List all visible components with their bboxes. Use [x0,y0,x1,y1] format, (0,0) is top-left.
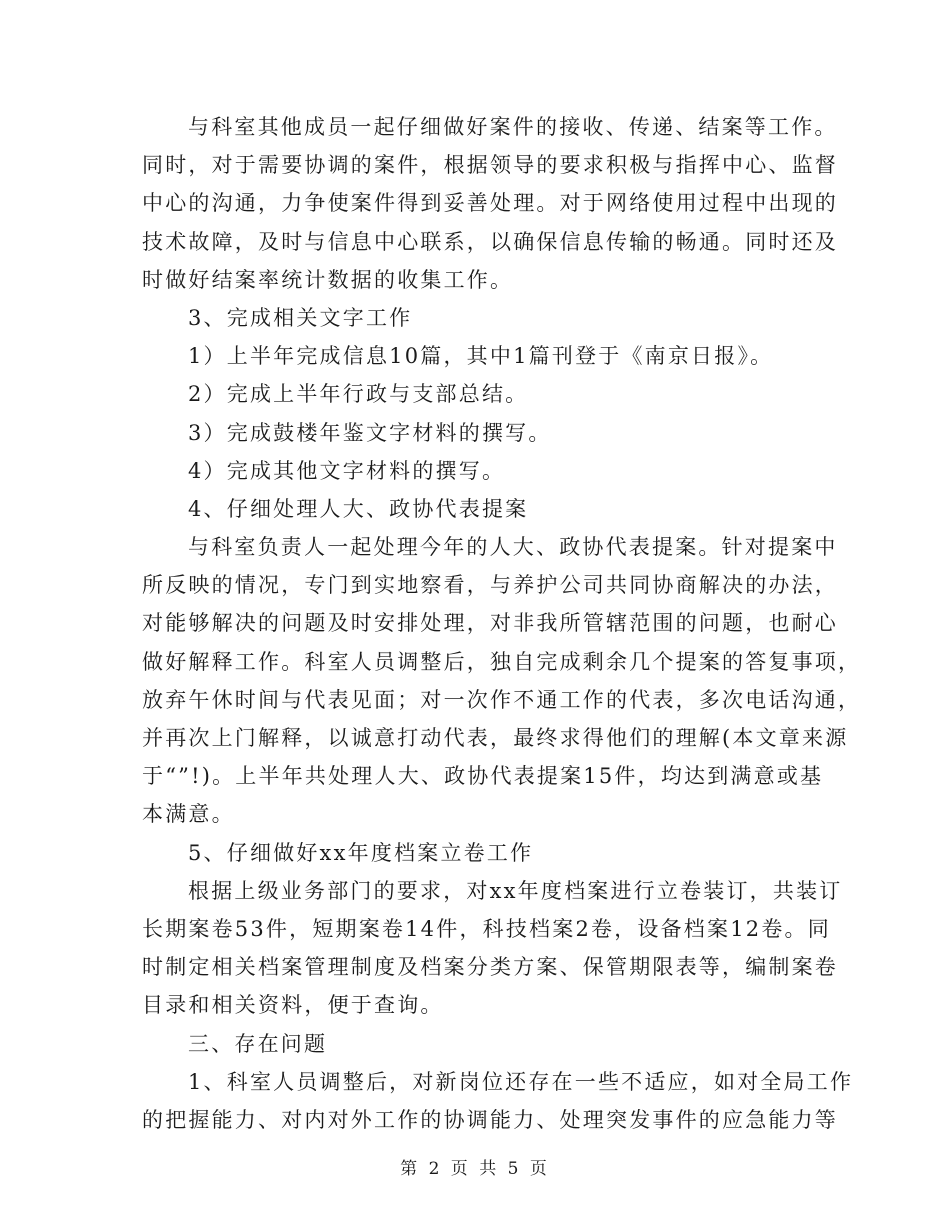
paragraph-line: 与科室其他成员一起仔细做好案件的接收、传递、结案等工作。 [188,115,838,139]
paragraph-line: 本满意。 [142,802,235,827]
paragraph-line: 所反映的情况，专门到实地察看，与养护公司共同协商解决的办法， [142,573,838,598]
paragraph-line: 同时，对于需要协调的案件，根据领导的要求积极与指挥中心、监督 [142,153,838,178]
section-heading: 4、仔细处理人大、政协代表提案 [188,496,529,521]
list-item: 4）完成其他文字材料的撰写。 [188,458,506,483]
paragraph-line: 1、科室人员调整后，对新岗位还存在一些不适应，如对全局工作 [188,1069,854,1094]
paragraph-line: 放弃午休时间与代表见面；对一次作不通工作的代表，多次电话沟通， [142,687,862,712]
paragraph-line: 目录和相关资料，便于查询。 [142,993,444,1018]
paragraph-line: 于“”!)。上半年共处理人大、政协代表提案15件，均达到满意或基 [142,764,824,789]
paragraph-line: 的把握能力、对内对外工作的协调能力、处理突发事件的应急能力等 [142,1107,838,1132]
paragraph-line: 根据上级业务部门的要求，对xx年度档案进行立卷装订，共装订 [188,878,843,903]
paragraph-line: 时做好结案率统计数据的收集工作。 [142,267,514,292]
paragraph-line: 长期案卷53件，短期案卷14件，科技档案2卷，设备档案12卷。同 [142,916,831,941]
paragraph-line: 对能够解决的问题及时安排处理，对非我所管辖范围的问题，也耐心 [142,611,838,636]
page-number-footer: 第 2 页 共 5 页 [400,1159,550,1179]
paragraph-line: 并再次上门解释，以诚意打动代表，最终求得他们的理解(本文章来源 [142,726,849,750]
document-body [142,108,862,1139]
paragraph-line: 做好解释工作。科室人员调整后，独自完成剩余几个提案的答复事项， [142,649,862,674]
paragraph-line: 与科室负责人一起处理今年的人大、政协代表提案。针对提案中 [188,535,838,560]
section-heading: 三、存在问题 [188,1031,328,1056]
section-heading: 5、仔细做好xx年度档案立卷工作 [188,840,534,865]
paragraph-line: 中心的沟通，力争使案件得到妥善处理。对于网络使用过程中出现的 [142,191,838,216]
paragraph-line: 时制定相关档案管理制度及档案分类方案、保管期限表等，编制案卷 [142,955,838,980]
section-heading: 3、完成相关文字工作 [188,305,413,330]
list-item: 1）上半年完成信息10篇，其中1篇刊登于《南京日报》。 [188,344,774,369]
list-item: 2）完成上半年行政与支部总结。 [188,382,529,407]
list-item: 3）完成鼓楼年鉴文字材料的撰写。 [188,420,552,445]
paragraph-line: 技术故障，及时与信息中心联系，以确保信息传输的畅通。同时还及 [142,229,838,254]
